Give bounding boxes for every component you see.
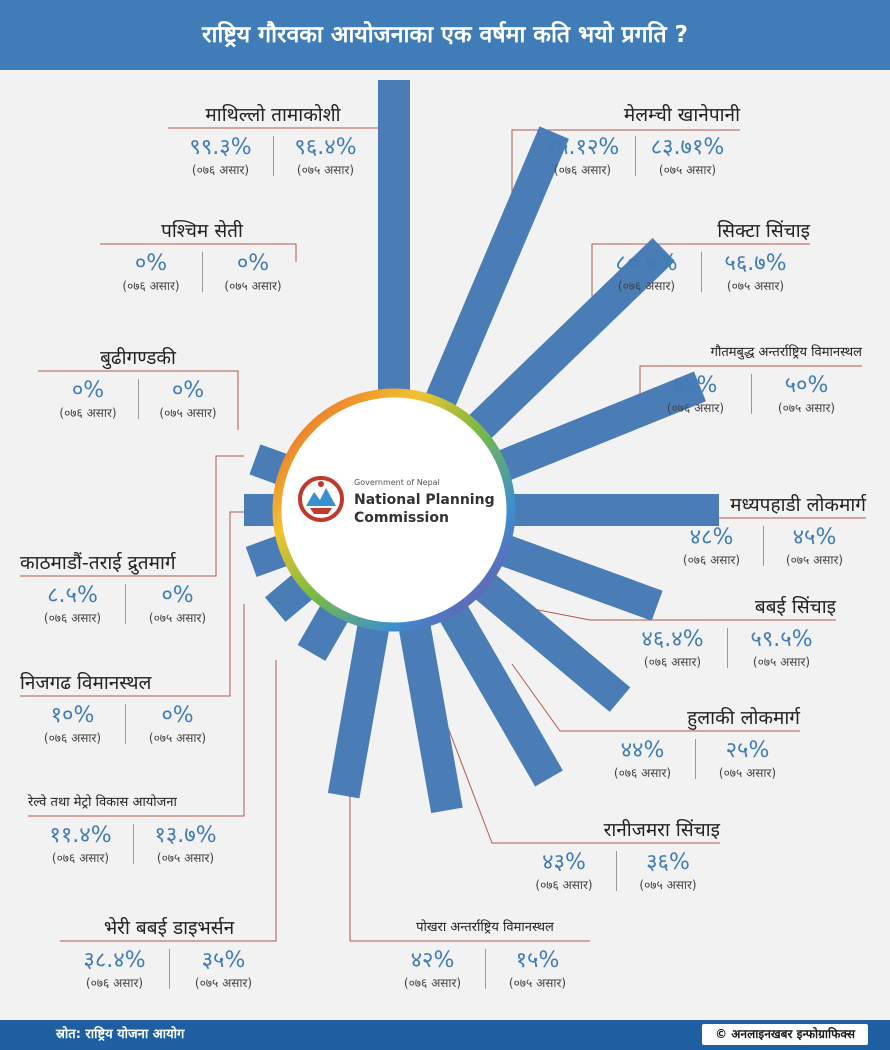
value-box-076 bbox=[618, 626, 727, 670]
credit-badge: © अनलाइनखबर इन्फोग्राफिक्स bbox=[702, 1024, 868, 1045]
value-box-075 bbox=[616, 849, 720, 893]
bar-9 bbox=[399, 625, 463, 813]
progress-076-period-label: (०७६ असार) bbox=[613, 766, 672, 780]
progress-075-period-label: (०७५ असार) bbox=[658, 163, 717, 177]
progress-076-period-label: (०७६ असार) bbox=[553, 163, 612, 177]
progress-076-value: ९९.३% bbox=[189, 135, 252, 160]
project-label bbox=[380, 915, 590, 1001]
project-name: गौतमबुद्ध अन्तर्राष्ट्रिय विमानस्थल bbox=[710, 345, 862, 360]
project-name: भेरी बबई डाइभर्सन bbox=[103, 917, 235, 939]
progress-075-period-label: (०७५ असार) bbox=[785, 553, 844, 567]
progress-076-value: ८०.७% bbox=[615, 251, 678, 276]
progress-076-period-label: (०७६ असार) bbox=[43, 611, 102, 625]
source-text: स्रोत: राष्ट्रिय योजना आयोग bbox=[56, 1027, 185, 1042]
value-box-076 bbox=[20, 582, 125, 626]
value-box-075 bbox=[701, 250, 810, 294]
project-values bbox=[380, 947, 590, 999]
project-name: बुढीगण्डकी bbox=[100, 347, 176, 369]
value-box-075 bbox=[751, 372, 862, 416]
project-label bbox=[592, 218, 810, 304]
value-box-075 bbox=[485, 947, 590, 991]
project-label bbox=[38, 345, 238, 431]
project-values bbox=[660, 524, 866, 576]
project-name: सिक्टा सिंचाइ bbox=[717, 220, 810, 242]
project-name: पोखरा अन्तर्राष्ट्रिय विमानस्थल bbox=[416, 920, 554, 935]
value-box-076 bbox=[168, 134, 273, 178]
project-values bbox=[20, 582, 230, 634]
progress-075-period-label: (०७५ असार) bbox=[718, 766, 777, 780]
project-label bbox=[60, 915, 278, 1001]
project-values bbox=[168, 134, 378, 186]
logo-title-line2: Commission bbox=[354, 510, 449, 526]
progress-075-value: ०% bbox=[161, 703, 194, 728]
nepal-emblem-icon bbox=[298, 476, 344, 522]
progress-075-period-label: (०७५ असार) bbox=[777, 401, 836, 415]
value-box-076 bbox=[100, 250, 202, 294]
project-label bbox=[20, 550, 230, 636]
progress-075-period-label: (०७५ असार) bbox=[752, 655, 811, 669]
value-box-075 bbox=[727, 626, 836, 670]
progress-075-period-label: (०७५ असार) bbox=[296, 163, 355, 177]
progress-075-value: ५०% bbox=[784, 373, 829, 398]
footer-bar bbox=[0, 1020, 890, 1050]
progress-075-period-label: (०७५ असार) bbox=[639, 878, 697, 892]
project-name: मेलम्ची खानेपानी bbox=[623, 104, 740, 126]
project-values bbox=[512, 849, 720, 901]
progress-076-value: ०% bbox=[71, 378, 105, 403]
project-label bbox=[100, 218, 304, 304]
progress-075-value: ०% bbox=[171, 378, 205, 403]
value-box-076 bbox=[380, 947, 485, 991]
project-label bbox=[618, 594, 836, 680]
project-values bbox=[28, 822, 238, 874]
project-name: निजगढ विमानस्थल bbox=[20, 672, 152, 694]
value-box-076 bbox=[512, 849, 616, 893]
progress-075-period-label: (०७५ असार) bbox=[148, 731, 207, 745]
progress-076-value: ४२% bbox=[410, 948, 455, 973]
progress-076-period-label: (०७६ असार) bbox=[643, 655, 702, 669]
progress-076-period-label: (०७६ असार) bbox=[535, 878, 593, 892]
value-box-076 bbox=[38, 377, 138, 421]
project-label bbox=[20, 670, 230, 756]
progress-076-period-label: (०७६ असार) bbox=[51, 851, 110, 865]
progress-075-value: ३६% bbox=[646, 850, 690, 875]
progress-075-period-label: (०७५ असार) bbox=[726, 279, 785, 293]
project-name: हुलाकी लोकमार्ग bbox=[687, 707, 800, 729]
progress-075-value: ९६.४% bbox=[294, 135, 357, 160]
progress-075-value: ३५% bbox=[201, 948, 246, 973]
value-box-075 bbox=[763, 524, 866, 568]
project-name: बबई सिंचाइ bbox=[754, 596, 836, 618]
progress-076-period-label: (०७६ असार) bbox=[191, 163, 250, 177]
progress-075-value: ५९.५% bbox=[750, 627, 813, 652]
value-box-075 bbox=[695, 737, 800, 781]
project-label bbox=[660, 492, 866, 578]
project-values bbox=[20, 702, 230, 754]
progress-076-value: ४३% bbox=[542, 850, 586, 875]
project-label bbox=[168, 102, 378, 188]
progress-075-value: २५% bbox=[725, 738, 770, 763]
npc-logo bbox=[298, 468, 498, 542]
progress-075-period-label: (०७५ असार) bbox=[194, 976, 253, 990]
progress-076-value: ९५.१२% bbox=[545, 135, 620, 160]
progress-076-period-label: (०७६ असार) bbox=[59, 406, 117, 420]
progress-076-period-label: (०७६ असार) bbox=[85, 976, 144, 990]
progress-075-value: ०% bbox=[236, 251, 270, 276]
progress-076-value: ४६.४% bbox=[641, 627, 704, 652]
progress-076-value: ८.५% bbox=[47, 583, 98, 608]
progress-075-value: ०% bbox=[161, 583, 194, 608]
value-box-075 bbox=[273, 134, 378, 178]
progress-076-value: ११.४% bbox=[49, 823, 112, 848]
value-box-076 bbox=[28, 822, 133, 866]
project-label bbox=[590, 705, 800, 791]
project-values bbox=[592, 250, 810, 302]
value-box-075 bbox=[138, 377, 238, 421]
progress-075-period-label: (०७५ असार) bbox=[224, 279, 282, 293]
progress-076-period-label: (०७६ असार) bbox=[666, 401, 725, 415]
progress-076-value: ४४% bbox=[620, 738, 665, 763]
project-values bbox=[618, 626, 836, 678]
page-title: राष्ट्रिय गौरवका आयोजनाका एक वर्षमा कति भयो प्रगति ? bbox=[202, 22, 688, 48]
progress-076-value: ४८% bbox=[689, 525, 734, 550]
progress-076-period-label: (०७६ असार) bbox=[403, 976, 462, 990]
progress-075-period-label: (०७५ असार) bbox=[159, 406, 217, 420]
value-box-076 bbox=[660, 524, 763, 568]
value-box-075 bbox=[133, 822, 238, 866]
logo-title-line1: National Planning bbox=[354, 492, 495, 508]
bar-1 bbox=[378, 80, 410, 390]
progress-075-period-label: (०७५ असार) bbox=[508, 976, 567, 990]
bar-10 bbox=[328, 625, 389, 798]
project-values bbox=[530, 134, 740, 186]
project-name: रेल्वे तथा मेट्रो विकास आयोजना bbox=[28, 795, 177, 810]
value-box-075 bbox=[125, 582, 230, 626]
value-box-076 bbox=[530, 134, 635, 178]
progress-075-period-label: (०७५ असार) bbox=[156, 851, 215, 865]
value-box-076 bbox=[640, 372, 751, 416]
value-box-075 bbox=[125, 702, 230, 746]
progress-075-value: ४५% bbox=[792, 525, 837, 550]
project-label bbox=[640, 340, 862, 426]
project-values bbox=[640, 372, 862, 424]
project-values bbox=[60, 947, 278, 999]
project-name: काठमाडौं-तराई द्रुतमार्ग bbox=[20, 552, 176, 574]
project-name: मध्यपहाडी लोकमार्ग bbox=[730, 494, 866, 516]
value-box-075 bbox=[635, 134, 740, 178]
progress-076-value: ७४% bbox=[673, 373, 718, 398]
progress-075-period-label: (०७५ असार) bbox=[148, 611, 207, 625]
progress-076-period-label: (०७६ असार) bbox=[122, 279, 180, 293]
project-label bbox=[512, 817, 720, 903]
project-label bbox=[530, 102, 740, 188]
value-box-076 bbox=[20, 702, 125, 746]
project-label bbox=[28, 790, 238, 876]
value-box-075 bbox=[169, 947, 278, 991]
progress-076-period-label: (०७६ असार) bbox=[617, 279, 676, 293]
progress-075-value: १३.७% bbox=[154, 823, 217, 848]
project-values bbox=[590, 737, 800, 789]
bar-14 bbox=[244, 494, 274, 526]
value-box-076 bbox=[592, 250, 701, 294]
value-box-075 bbox=[202, 250, 304, 294]
project-values bbox=[38, 377, 238, 429]
progress-076-period-label: (०७६ असार) bbox=[682, 553, 741, 567]
progress-076-period-label: (०७६ असार) bbox=[43, 731, 102, 745]
value-box-076 bbox=[60, 947, 169, 991]
progress-076-value: ०% bbox=[134, 251, 168, 276]
project-name: माथिल्लो तामाकोशी bbox=[205, 104, 341, 126]
project-name: पश्चिम सेती bbox=[161, 220, 243, 242]
progress-075-value: १५% bbox=[515, 948, 560, 973]
project-name: रानीजमरा सिंचाइ bbox=[603, 819, 720, 841]
progress-075-value: ८३.७१% bbox=[650, 135, 725, 160]
project-values bbox=[100, 250, 304, 302]
value-box-076 bbox=[590, 737, 695, 781]
progress-076-value: १०% bbox=[50, 703, 95, 728]
logo-subtitle: Government of Nepal bbox=[354, 478, 440, 487]
progress-076-value: ३८.४% bbox=[83, 948, 146, 973]
progress-075-value: ५६.७% bbox=[724, 251, 787, 276]
